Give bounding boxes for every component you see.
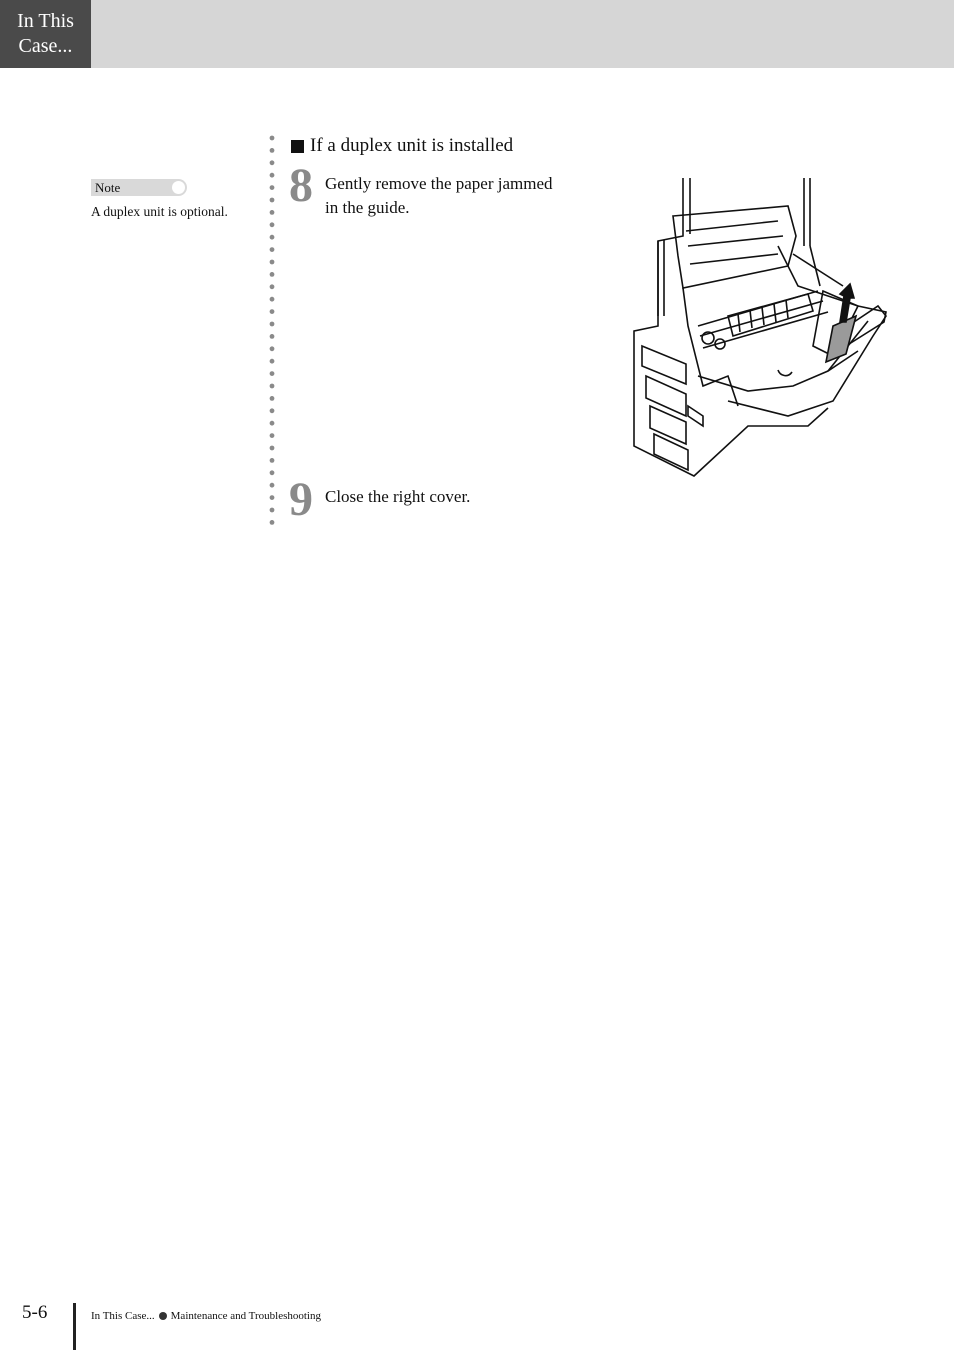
step-9-text: Close the right cover. bbox=[325, 487, 471, 506]
divider-dot bbox=[270, 495, 275, 500]
footer-section: Maintenance and Troubleshooting bbox=[170, 1310, 321, 1322]
divider-dot bbox=[270, 508, 275, 513]
divider-dot bbox=[270, 272, 275, 277]
divider-dot bbox=[270, 222, 275, 227]
page-number: 5-6 bbox=[22, 1302, 48, 1323]
divider-dot bbox=[270, 384, 275, 389]
step-number-9: 9 bbox=[289, 473, 313, 526]
divider-dot bbox=[270, 160, 275, 165]
divider-dot bbox=[270, 309, 275, 314]
divider-dot bbox=[270, 371, 275, 376]
divider-dot bbox=[270, 260, 275, 265]
divider-dot bbox=[270, 235, 275, 240]
divider-dot bbox=[270, 136, 275, 141]
section-title bbox=[291, 135, 513, 157]
step-8-text-line2: in the guide. bbox=[325, 198, 410, 217]
chapter-tab-line1: In This bbox=[17, 10, 74, 32]
chapter-tab[interactable] bbox=[0, 0, 91, 68]
note-knob-icon bbox=[172, 181, 185, 194]
divider-dot bbox=[270, 396, 275, 401]
divider-dot bbox=[270, 458, 275, 463]
divider-dot bbox=[270, 173, 275, 178]
section-title-text: If a duplex unit is installed bbox=[310, 135, 514, 156]
divider-dot bbox=[270, 284, 275, 289]
divider-dot bbox=[270, 297, 275, 302]
note-label bbox=[91, 179, 187, 196]
footer-chapter: In This Case... bbox=[91, 1310, 155, 1322]
divider-dot bbox=[270, 247, 275, 252]
step-8-text-line1: Gently remove the paper jammed bbox=[325, 174, 553, 193]
divider-dot bbox=[270, 210, 275, 215]
step-8-text bbox=[325, 172, 615, 220]
step-number-8: 8 bbox=[289, 159, 313, 212]
note-text: A duplex unit is optional. bbox=[91, 204, 228, 219]
divider-dot bbox=[270, 433, 275, 438]
divider-dot bbox=[270, 148, 275, 153]
divider-dot bbox=[270, 408, 275, 413]
divider-dot bbox=[270, 520, 275, 525]
note-label-text: Note bbox=[95, 180, 121, 195]
divider-dot bbox=[270, 483, 275, 488]
chapter-tab-line2: Case... bbox=[18, 35, 73, 57]
footer-breadcrumb bbox=[91, 1310, 321, 1322]
divider-dot bbox=[270, 322, 275, 327]
divider-dot bbox=[270, 334, 275, 339]
divider-dot bbox=[270, 446, 275, 451]
divider-dot bbox=[270, 198, 275, 203]
divider-dot bbox=[270, 359, 275, 364]
footer-rule bbox=[73, 1303, 76, 1350]
square-bullet-icon bbox=[291, 140, 304, 153]
divider-dot bbox=[270, 346, 275, 351]
dotted-divider bbox=[268, 134, 276, 526]
divider-dot bbox=[270, 421, 275, 426]
divider-dot bbox=[270, 185, 275, 190]
divider-dot bbox=[270, 470, 275, 475]
bullet-icon bbox=[159, 1312, 167, 1320]
header-bar bbox=[0, 0, 954, 68]
printer-duplex-jam-illustration-icon bbox=[628, 176, 890, 480]
